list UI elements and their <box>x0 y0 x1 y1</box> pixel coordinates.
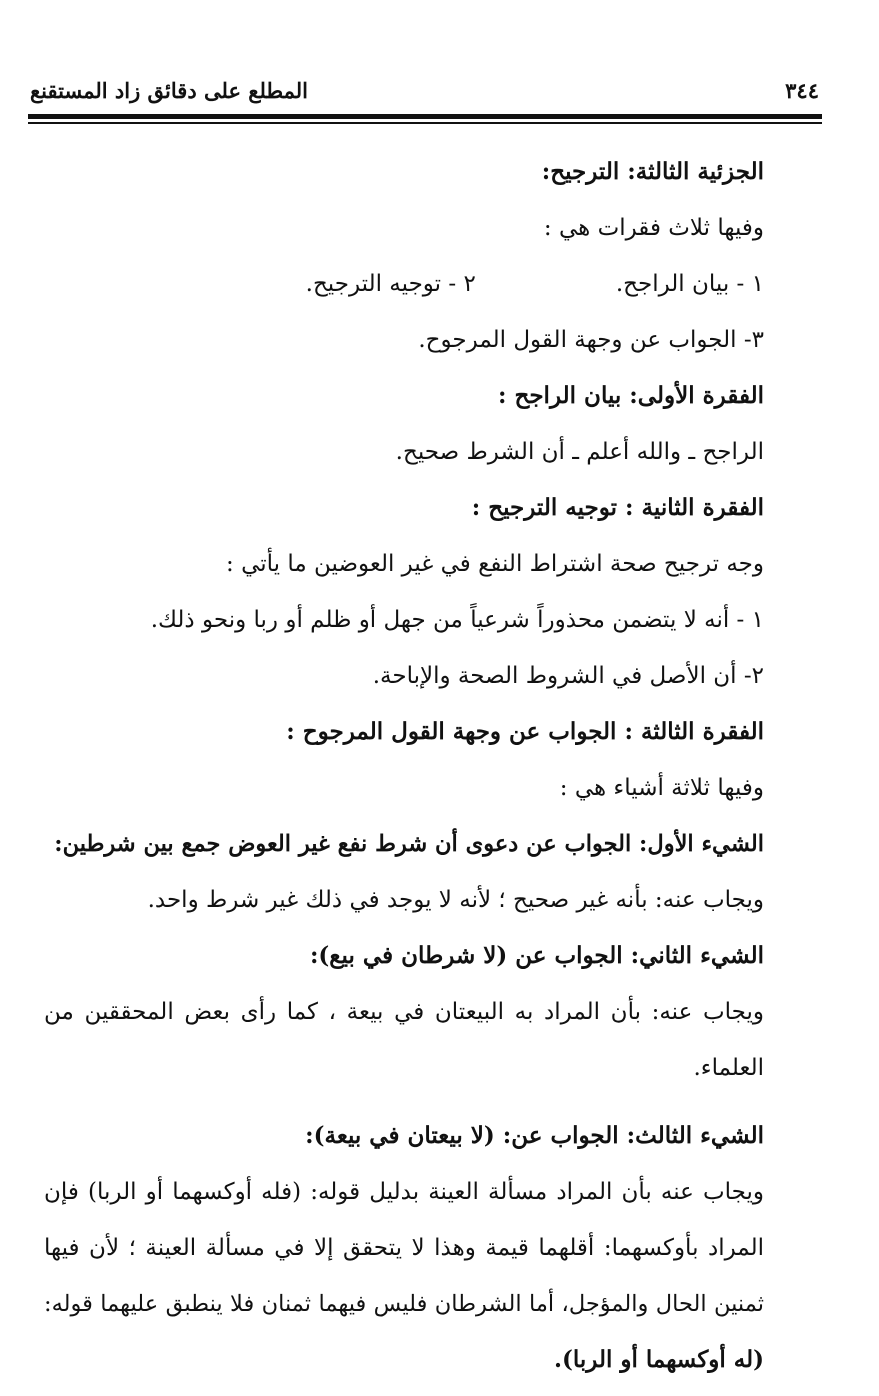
section-heading: الجزئية الثالثة: الترجيح: <box>541 158 764 185</box>
text-line: وفيها ثلاث فقرات هي : <box>543 215 764 241</box>
text-line: ويجاب عنه: بأن المراد به البيعتان في بيعة ، كما رأى بعض المحققين من <box>44 999 764 1025</box>
text-line: (له أوكسهما أو الربا). <box>554 1346 764 1373</box>
page-body <box>44 152 764 1396</box>
paragraph-heading: الفقرة الثانية : توجيه الترجيح : <box>471 494 764 521</box>
list-item-2: ٢ - توجيه الترجيح. <box>305 271 476 297</box>
text-line: ويجاب عنه بأن المراد مسألة العينة بدليل قوله: (فله أوكسهما أو الربا) فإن <box>44 1179 764 1205</box>
list-item: ١ - أنه لا يتضمن محذوراً شرعياً من جهل أو ظلم أو ربا ونحو ذلك. <box>150 607 764 633</box>
text-line: العلماء. <box>693 1055 764 1081</box>
header-rule-thin <box>28 122 822 124</box>
page-number: ٣٤٤ <box>785 78 819 103</box>
item-heading: الشيء الثاني: الجواب عن (لا شرطان في بيع): <box>309 942 764 969</box>
paragraph-heading: الفقرة الأولى: بيان الراجح : <box>498 382 764 409</box>
list-pair <box>44 264 764 320</box>
text-line: المراد بأوكسهما: أقلهما قيمة وهذا لا يتحقق إلا في مسألة العينة ؛ لأن فيها <box>44 1235 764 1261</box>
running-title: المطلع على دقائق زاد المستقنع <box>30 78 309 103</box>
text-line: وجه ترجيح صحة اشتراط النفع في غير العوضين ما يأتي : <box>226 551 764 577</box>
text-line: ثمنين الحال والمؤجل، أما الشرطان فليس فيهما ثمنان فلا ينطبق عليهما قوله: <box>44 1291 764 1317</box>
paragraph-heading: الفقرة الثالثة : الجواب عن وجهة القول المرجوح : <box>286 718 764 745</box>
item-heading: الشيء الأول: الجواب عن دعوى أن شرط نفع غير العوض جمع بين شرطين: <box>54 831 764 857</box>
text-line: وفيها ثلاثة أشياء هي : <box>559 775 764 801</box>
list-item: ٢- أن الأصل في الشروط الصحة والإباحة. <box>372 663 764 689</box>
list-item-3: ٣- الجواب عن وجهة القول المرجوح. <box>418 327 764 353</box>
text-line: الراجح ـ والله أعلم ـ أن الشرط صحيح. <box>395 439 764 465</box>
list-item-1: ١ - بيان الراجح. <box>615 271 764 297</box>
header-rule-thick <box>28 114 822 119</box>
item-heading: الشيء الثالث: الجواب عن: (لا بيعتان في بيعة): <box>305 1122 764 1149</box>
text-line: ويجاب عنه: بأنه غير صحيح ؛ لأنه لا يوجد في ذلك غير شرط واحد. <box>147 887 764 913</box>
